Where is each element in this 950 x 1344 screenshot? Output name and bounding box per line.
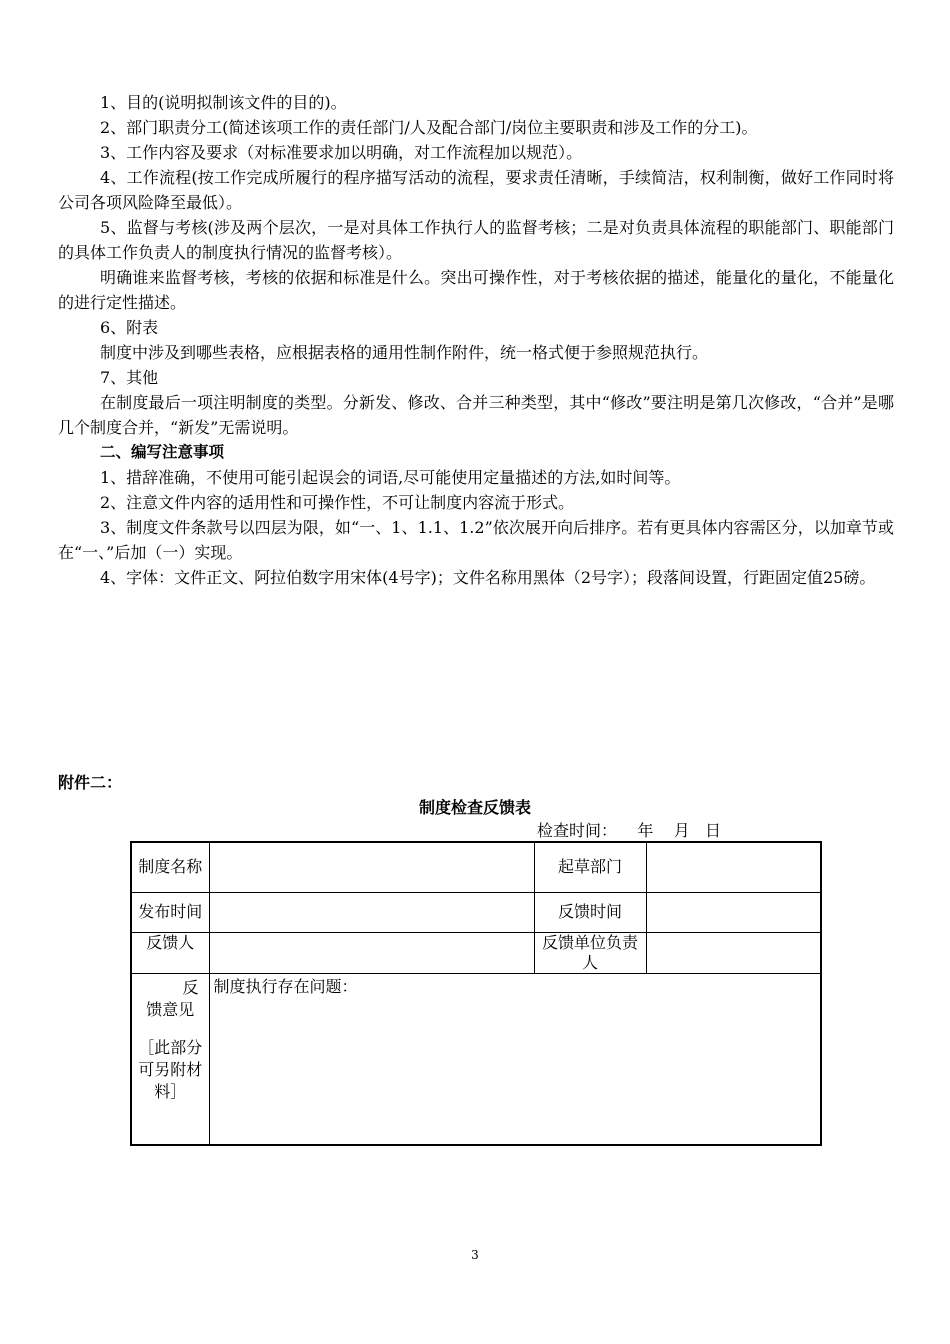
opinion-label-cell xyxy=(131,973,209,1145)
paragraph: 明确谁来监督考核，考核的依据和标准是什么。突出可操作性，对于考核依据的描述，能量化的量化，不能量化的进行定性描述。 xyxy=(58,268,894,312)
table-row xyxy=(131,932,821,973)
page-number: 3 xyxy=(471,1248,479,1262)
opinion-content-cell[interactable] xyxy=(209,973,821,1145)
feedback-unit-label: 反馈单位负责人 xyxy=(534,932,646,973)
feedback-time-value[interactable] xyxy=(646,892,821,932)
publish-time-label: 发布时间 xyxy=(131,892,209,932)
paragraph: 3、制度文件条款号以四层为限，如“一、1、1.1、1.2”依次展开向后排序。若有更具体内容需区分，以加章节或在“一、”后加（一）实现。 xyxy=(58,518,894,562)
feedback-time-label: 反馈时间 xyxy=(534,892,646,932)
paragraph: 1、目的(说明拟制该文件的目的)。 xyxy=(100,93,347,112)
paragraph: 1、措辞准确，不使用可能引起误会的词语,尽可能使用定量描述的方法,如时间等。 xyxy=(100,468,681,487)
feedback-person-label: 反馈人 xyxy=(131,932,209,973)
table-row xyxy=(131,842,821,892)
publish-time-value[interactable] xyxy=(209,892,534,932)
paragraph: 2、注意文件内容的适用性和可操作性，不可让制度内容流于形式。 xyxy=(100,493,575,512)
draft-dept-value[interactable] xyxy=(646,842,821,892)
issues-label: 制度执行存在问题： xyxy=(213,976,358,996)
paragraph: 3、工作内容及要求（对标准要求加以明确，对工作流程加以规范）。 xyxy=(100,143,583,162)
feedback-unit-value[interactable] xyxy=(646,932,821,973)
section-heading: 二、编写注意事项 xyxy=(100,443,225,461)
paragraph: 7、其他 xyxy=(100,368,159,387)
policy-name-label: 制度名称 xyxy=(131,842,209,892)
feedback-person-value[interactable] xyxy=(209,932,534,973)
opinion-label-note: ［此部分可另附材料］ xyxy=(138,1037,203,1101)
check-time: 检查时间： 年 月 日 xyxy=(537,821,721,840)
annex-label: 附件二： xyxy=(58,773,123,792)
opinion-label-line1: 反 xyxy=(182,977,199,997)
paragraph: 2、部门职责分工(简述该项工作的责任部门/人及配合部门/岗位主要职责和涉及工作的分工)。 xyxy=(100,118,758,137)
document-body xyxy=(58,90,894,590)
paragraph: 6、附表 xyxy=(100,318,159,337)
paragraph: 4、字体：文件正文、阿拉伯数字用宋体(4号字)；文件名称用黑体（2号字）；段落间设置，行距固定值25磅。 xyxy=(100,568,876,587)
table-row xyxy=(131,892,821,932)
policy-name-value[interactable] xyxy=(209,842,534,892)
paragraph: 制度中涉及到哪些表格，应根据表格的通用性制作附件，统一格式便于参照规范执行。 xyxy=(100,343,709,362)
form-title: 制度检查反馈表 xyxy=(418,798,531,817)
feedback-table xyxy=(130,841,822,1146)
opinion-label-line2: 馈意见 xyxy=(146,999,195,1019)
draft-dept-label: 起草部门 xyxy=(534,842,646,892)
paragraph: 5、监督与考核(涉及两个层次，一是对具体工作执行人的监督考核；二是对负责具体流程的职能部门、职能部门的具体工作负责人的制度执行情况的监督考核）。 xyxy=(58,218,894,262)
paragraph: 在制度最后一项注明制度的类型。分新发、修改、合并三种类型，其中“修改”要注明是第几次修改，“合并”是哪几个制度合并，“新发”无需说明。 xyxy=(58,393,894,437)
paragraph: 4、工作流程(按工作完成所履行的程序描写活动的流程，要求责任清晰，手续简洁，权利制衡，做好工作同时将公司各项风险降至最低）。 xyxy=(58,168,894,212)
table-row xyxy=(131,973,821,1145)
